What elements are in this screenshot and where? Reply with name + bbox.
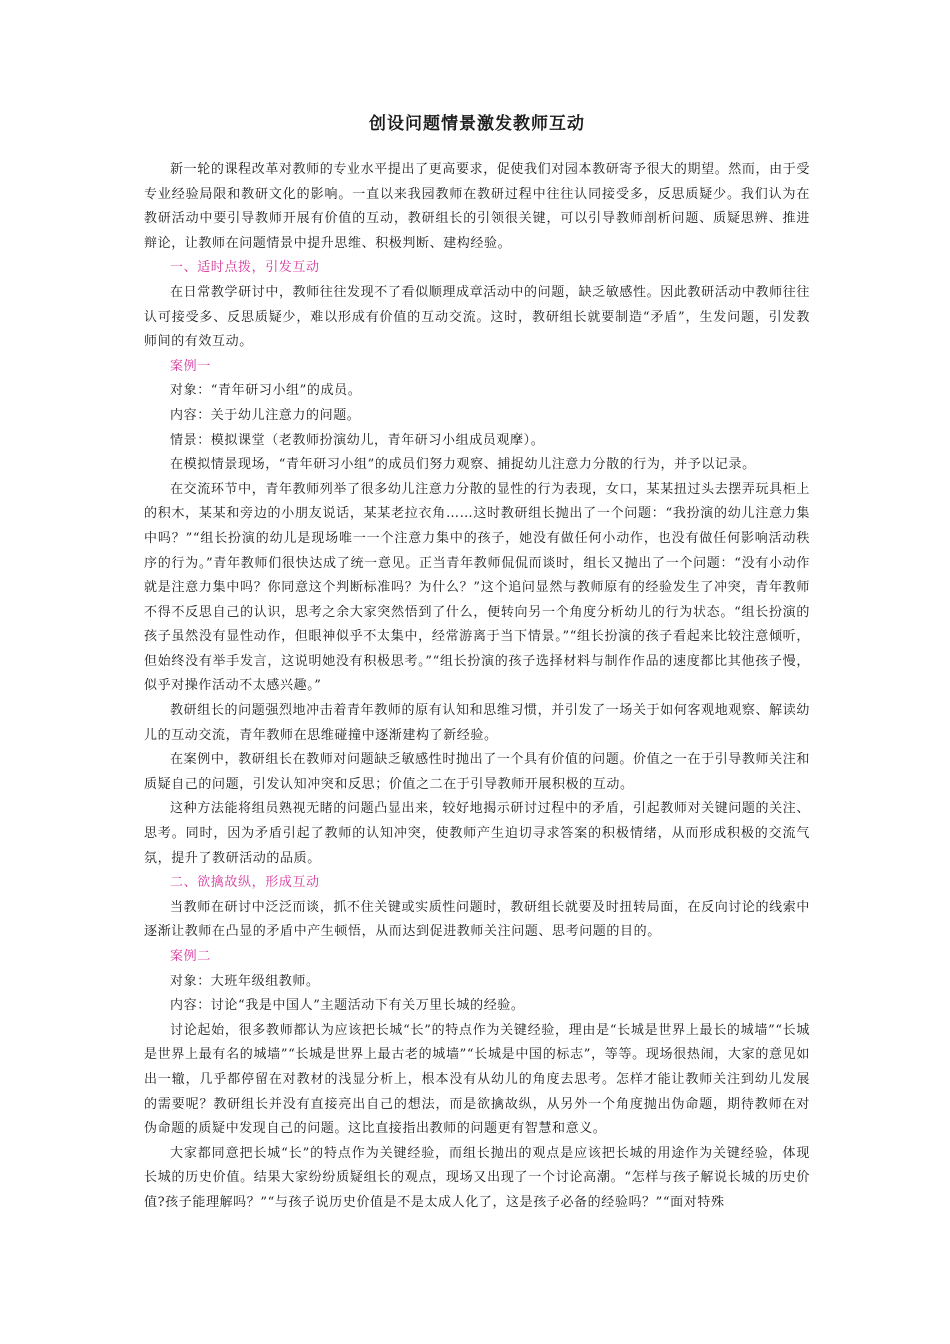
section-heading: 二、欲擒故纵，形成互动 [170,875,320,891]
paragraph: 内容：关于幼儿注意力的问题。 [170,407,361,423]
paragraph: 情景：模拟课堂（老教师扮演幼儿，青年研习小组成员观摩）。 [170,432,545,448]
paragraph: 内容：讨论“我是中国人”主题活动下有关万里长城的经验。 [170,998,525,1014]
paragraph: 在案例中，教研组长在教师对问题缺乏敏感性时抛出了一个具有价值的问题。价值之一在于引导教师关注和质疑自己的问题，引发认知冲突和反思；价值之二在于引导教师开展积极的互动。 [144,752,810,792]
paragraph: 讨论起始，很多教师都认为应该把长城“长”的特点作为关键经验，理由是“长城是世界上最长的城墙”“长城是世界上最有名的城墙”“长城是世界上最古老的城墙”“长城是中国的标志”，等等。现场很热闹，大家的意见如出一辙，几乎都停留在对教材的浅显分析上，根本没有从幼儿的角度去思考。怎样才能让教师关注到幼儿发展的需要呢？教研组长并没有直接亮出自己的想法，而是欲擒故纵，从另外一个角度抛出伪命题，期待教师在对伪命题的质疑中发现自己的问题。这比直接指出教师的问题更有智慧和意义。 [144,1022,810,1137]
document-page [144,112,810,1216]
paragraph: 在交流环节中，青年教师列举了很多幼儿注意力分散的显性的行为表现，女口，某某扭过头去摆弄玩具柜上的积木，某某和旁边的小朋友说话，某某老拉衣角……这时教研组长抛出了一个问题：“我扮演的幼儿注意力集中吗？”“组长扮演的幼儿是现场唯一一个注意力集中的孩子，她没有做任何小动作，也没有做任何影响活动秩序的行为。”青年教师们很快达成了统一意见。正当青年教师侃侃而谈时，组长又抛出了一个问题：“没有小动作就是注意力集中吗？你同意这个判断标准吗？为什么？”这个追问显然与教师原有的经验发生了冲突，青年教师不得不反思自己的认识，思考之余大家突然悟到了什么，便转向另一个角度分析幼儿的行为状态。“组长扮演的孩子虽然没有显性动作，但眼神似乎不太集中，经常游离于当下情景。”“组长扮演的孩子看起来比较注意倾听，但始终没有举手发言，这说明她没有积极思考。”“组长扮演的孩子选择材料与制作作品的速度都比其他孩子慢，似乎对操作活动不太感兴趣。” [144,481,810,694]
paragraph: 这种方法能将组员熟视无睹的问题凸显出来，较好地揭示研讨过程中的矛盾，引起教师对关键问题的关注、思考。同时，因为矛盾引起了教师的认知冲突，使教师产生迫切寻求答案的积极情绪，从而形成积极的交流气氛，提升了教研活动的品质。 [144,801,810,866]
paragraph: 对象：大班年级组教师。 [170,973,320,989]
paragraph: 在日常教学研讨中，教师往往发现不了看似顺理成章活动中的问题，缺乏敏感性。因此教研活动中教师往往认可接受多、反思质疑少，难以形成有价值的互动交流。这时，教研组长就要制造“矛盾”，生发问题，引发教师间的有效互动。 [144,284,810,350]
section-heading: 案例二 [170,949,211,964]
paragraph: 在模拟情景现场，“青年研习小组”的成员们努力观察、捕捉幼儿注意力分散的行为，并予以记录。 [170,457,756,473]
document-body [144,158,810,1216]
document-title: 创设问题情景激发教师互动 [369,114,585,134]
paragraph: 大家都同意把长城“长”的特点作为关键经验，而组长抛出的观点是应该把长城的用途作为关键经验，体现长城的历史价值。结果大家纷纷质疑组长的观点，现场又出现了一个讨论高潮。“怎样与孩子解说长城的历史价值?孩子能理解吗？”“与孩子说历史价值是不是太成人化了，这是孩子必备的经验吗？”“面对特殊 [144,1145,810,1210]
paragraph: 新一轮的课程改革对教师的专业水平提出了更高要求，促使我们对园本教研寄予很大的期望。然而，由于受专业经验局限和教研文化的影响。一直以来我园教师在教研过程中往往认同接受多，反思质疑少。我们认为在教研活动中要引导教师开展有价值的互动，教研组长的引领很关键，可以引导教师剖析问题、质疑思辨、推进辩论，让教师在问题情景中提升思维、积极判断、建构经验。 [144,162,810,251]
paragraph: 教研组长的问题强烈地冲击着青年教师的原有认知和思维习惯，并引发了一场关于如何客观地观察、解读幼儿的互动交流，青年教师在思维碰撞中逐渐建构了新经验。 [144,703,810,743]
section-heading: 案例一 [170,358,211,374]
paragraph: 当教师在研讨中泛泛而谈，抓不住关键或实质性问题时，教研组长就要及时扭转局面，在反向讨论的线索中逐渐让教师在凸显的矛盾中产生顿悟，从而达到促进教师关注问题、思考问题的目的。 [144,899,810,940]
section-heading: 一、适时点拨，引发互动 [170,260,320,276]
paragraph: 对象：“青年研习小组”的成员。 [170,383,362,399]
